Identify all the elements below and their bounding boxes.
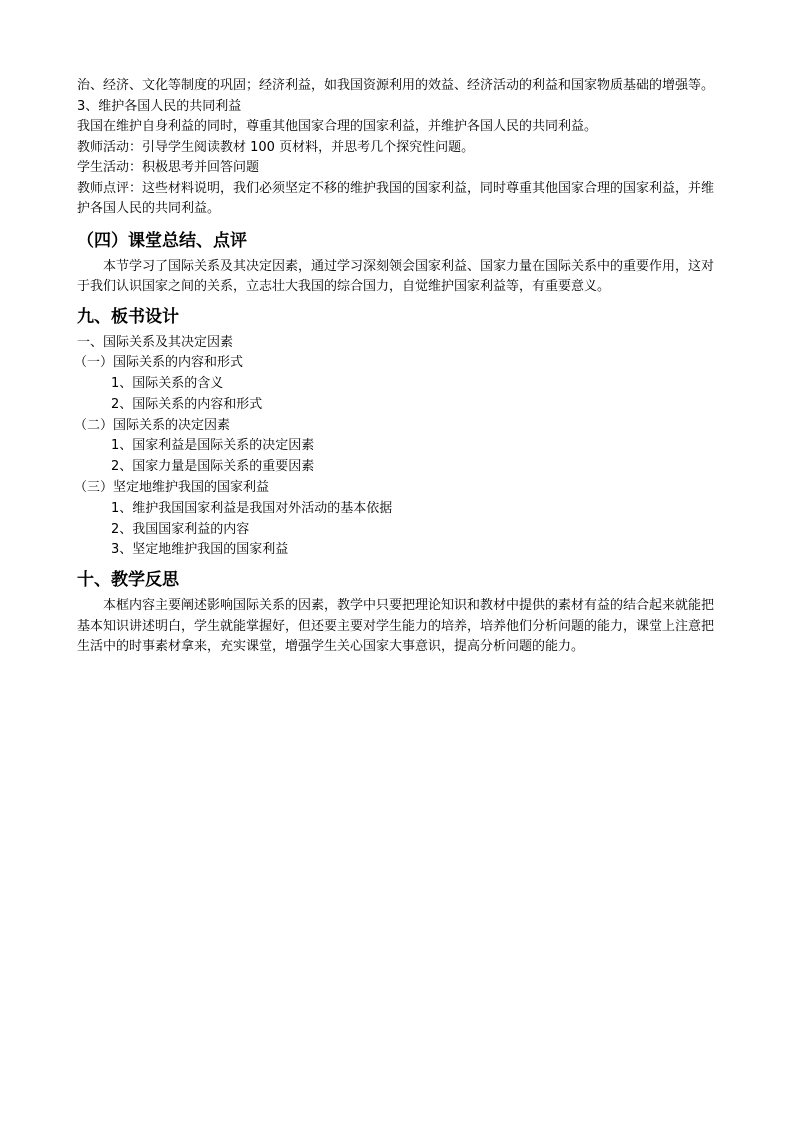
outline-item: 1、维护我国国家利益是我国对外活动的基本依据 bbox=[111, 500, 393, 516]
teacher-comment: 教师点评：这些材料说明，我们必须坚定不移的维护我国的国家利益，同时尊重其他国家合理的国家利益，并维护各国人民的共同利益。 bbox=[77, 180, 715, 216]
outline-group-2: （二）国际关系的决定因素 bbox=[74, 417, 231, 433]
section4-body: 本节学习了国际关系及其决定因素，通过学习深刻领会国家利益、国家力量在国际关系中的重要作用，这对于我们认识国家之间的关系，立志壮大我国的综合国力，自觉维护国家利益等，有重要意义。 bbox=[77, 258, 715, 294]
point3-body: 我国在维护自身利益的同时，尊重其他国家合理的国家利益，并维护各国人民的共同利益。 bbox=[77, 119, 598, 134]
outline-item: 2、国际关系的内容和形式 bbox=[111, 396, 263, 412]
outline-title: 一、国际关系及其决定因素 bbox=[77, 334, 234, 350]
intro-paragraph: 治、经济、文化等制度的巩固；经济利益，如我国资源利用的效益、经济活动的利益和国家物质基础的增强等。 bbox=[77, 78, 715, 93]
outline-item: 1、国际关系的含义 bbox=[111, 376, 224, 392]
outline-item: 1、国家利益是国际关系的决定因素 bbox=[111, 438, 315, 454]
board-design-outline bbox=[74, 333, 725, 562]
teacher-activity: 教师活动：引导学生阅读教材 100 页材料，并思考几个探究性问题。 bbox=[77, 139, 475, 155]
section9-heading: 九、板书设计 bbox=[77, 306, 179, 327]
student-activity: 学生活动：积极思考并回答问题 bbox=[77, 160, 260, 175]
point3-title: 3、维护各国人民的共同利益 bbox=[77, 98, 242, 114]
outline-item: 2、国家力量是国际关系的重要因素 bbox=[111, 459, 315, 475]
outline-group-3: （三）坚定地维护我国的国家利益 bbox=[74, 480, 270, 496]
section10-heading: 十、教学反思 bbox=[77, 570, 179, 591]
outline-group-1: （一）国际关系的内容和形式 bbox=[74, 355, 244, 371]
section10-body: 本框内容主要阐述影响国际关系的因素，教学中只要把理论知识和教材中提供的素材有益的结合起来就能把基本知识讲述明白，学生就能掌握好，但还要主要对学生能力的培养，培养他们分析问题的能力，课堂上注意把生活中的时事素材拿来，充实课堂，增强学生关心国家大事意识，提高分析问题的能力。 bbox=[77, 598, 715, 655]
section4-heading: （四）课堂总结、点评 bbox=[77, 230, 247, 251]
outline-item: 3、坚定地维护我国的国家利益 bbox=[111, 542, 289, 558]
document-page bbox=[74, 76, 725, 658]
outline-item: 2、我国国家利益的内容 bbox=[111, 521, 250, 537]
